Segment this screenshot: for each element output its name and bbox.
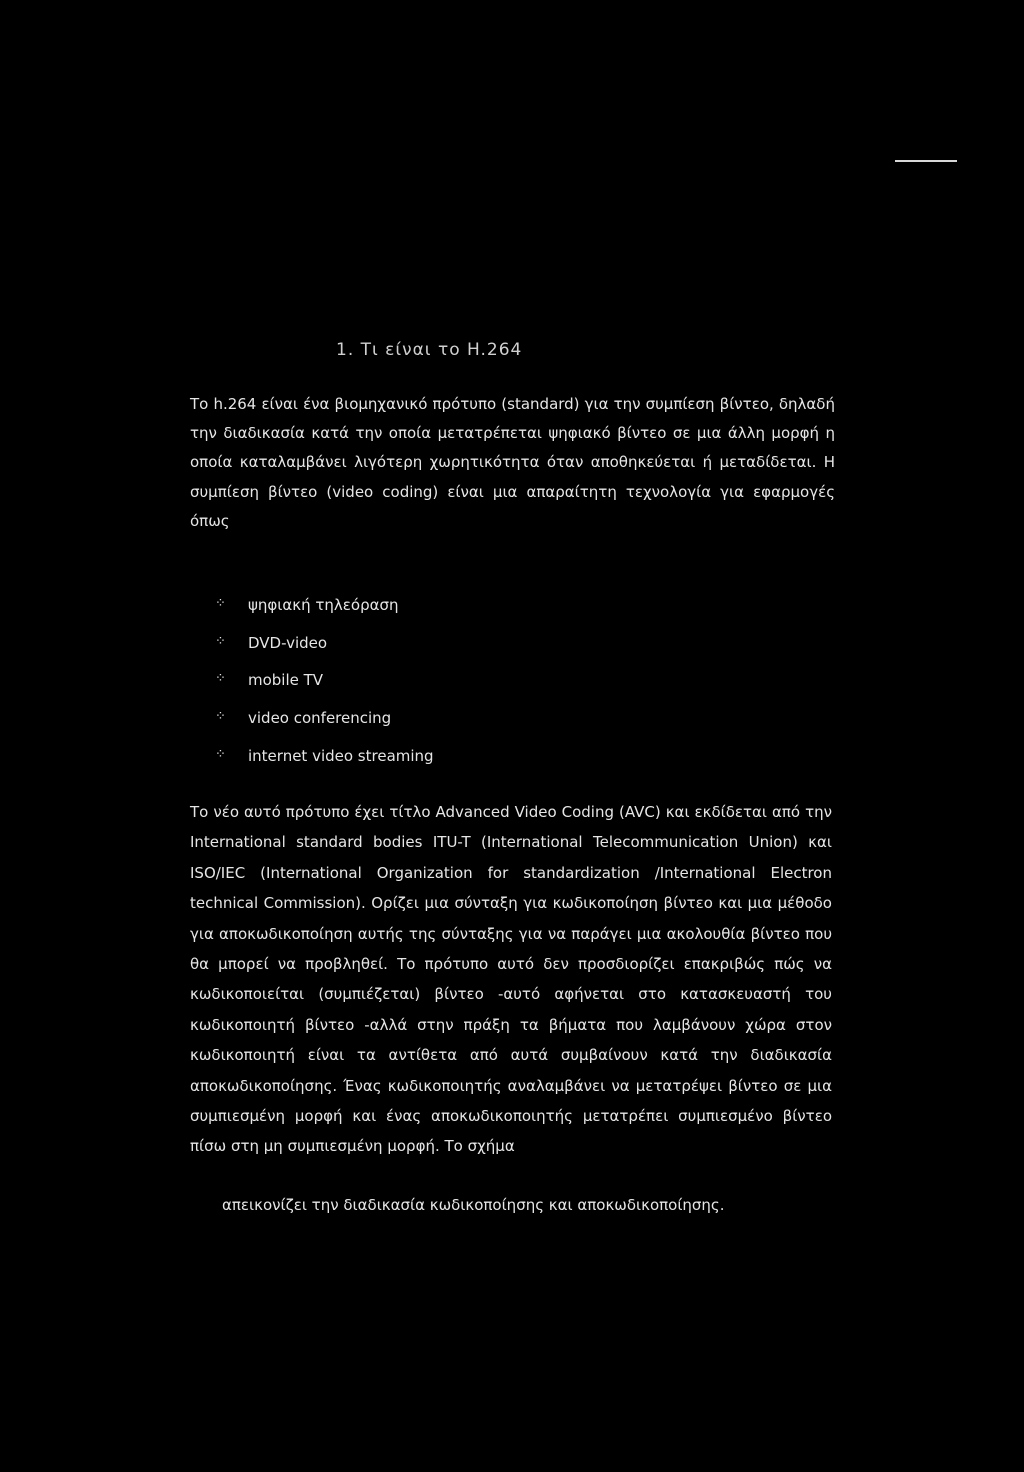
list-item [215, 671, 434, 709]
list-item [215, 634, 434, 672]
list-item-label: internet video streaming [248, 746, 434, 765]
application-list [215, 596, 434, 784]
body-paragraph: Το νέο αυτό πρότυπο έχει τίτλο Advanced Video Coding (AVC) και εκδίδεται από την International standard bodies ITU-T (International Telecommunication Union) και ISO/IEC (International Organization for standardization /International Electron technical Commission). Ορίζει μια σύνταξη για κωδικοποίηση βίντεο και μια μέθοδο για αποκωδικοποίηση αυτής της σύνταξης για να παράγει μια ακολουθία βίντεο που θα μπορεί να προβληθεί. Το πρότυπο αυτό δεν προσδιορίζει επακριβώς πώς να κωδικοποιείται (συμπιέζεται) βίντεο -αυτό αφήνεται στο κατασκευαστή του κωδικοποιητή βίντεο -αλλά στην πράξη τα βήματα που λαμβάνουν χώρα στον κωδικοποιητή είναι τα αντίθετα από αυτά συμβαίνουν κατά την διαδικασία αποκωδικοποίησης. Ένας κωδικοποιητής αναλαμβάνει να μετατρέψει βίντεο σε μια συμπιεσμένη μορφή και ένας αποκωδικοποιητής μετατρέπει συμπιεσμένο βίντεο πίσω στη μη συμπιεσμένη μορφή. Το σχήμα [190, 803, 832, 1156]
list-item [215, 747, 434, 785]
list-item [215, 709, 434, 747]
diamond-dots-icon: ⁘ [215, 633, 226, 649]
closing-line: απεικονίζει την διαδικασία κωδικοποίησης και αποκωδικοποίησης. [222, 1196, 725, 1214]
diamond-dots-icon: ⁘ [215, 671, 226, 687]
list-item-label: video conferencing [248, 709, 392, 728]
list-item-label: ψηφιακή τηλεόραση [248, 596, 399, 614]
list-item-label: mobile TV [248, 671, 324, 690]
list-item-label: DVD-video [248, 633, 328, 652]
section-title: 1. Τι είναι το H.264 [336, 340, 523, 360]
diamond-dots-icon: ⁘ [215, 709, 226, 725]
intro-paragraph: Το h.264 είναι ένα βιομηχανικό πρότυπο (standard) για την συμπίεση βίντεο, δηλαδή την διαδικασία κατά την οποία μετατρέπεται ψηφιακό βίντεο σε μια άλλη μορφή η οποία καταλαμβάνει λιγότερη χωρητικότητα όταν αποθηκεύεται ή μεταδίδεται. Η συμπίεση βίντεο (video coding) είναι μια απαραίτητη τεχνολογία για εφαρμογές όπως [190, 395, 835, 530]
diamond-dots-icon: ⁘ [215, 596, 226, 611]
corner-rule [895, 160, 957, 162]
diamond-dots-icon: ⁘ [215, 746, 226, 762]
list-item [215, 596, 434, 634]
